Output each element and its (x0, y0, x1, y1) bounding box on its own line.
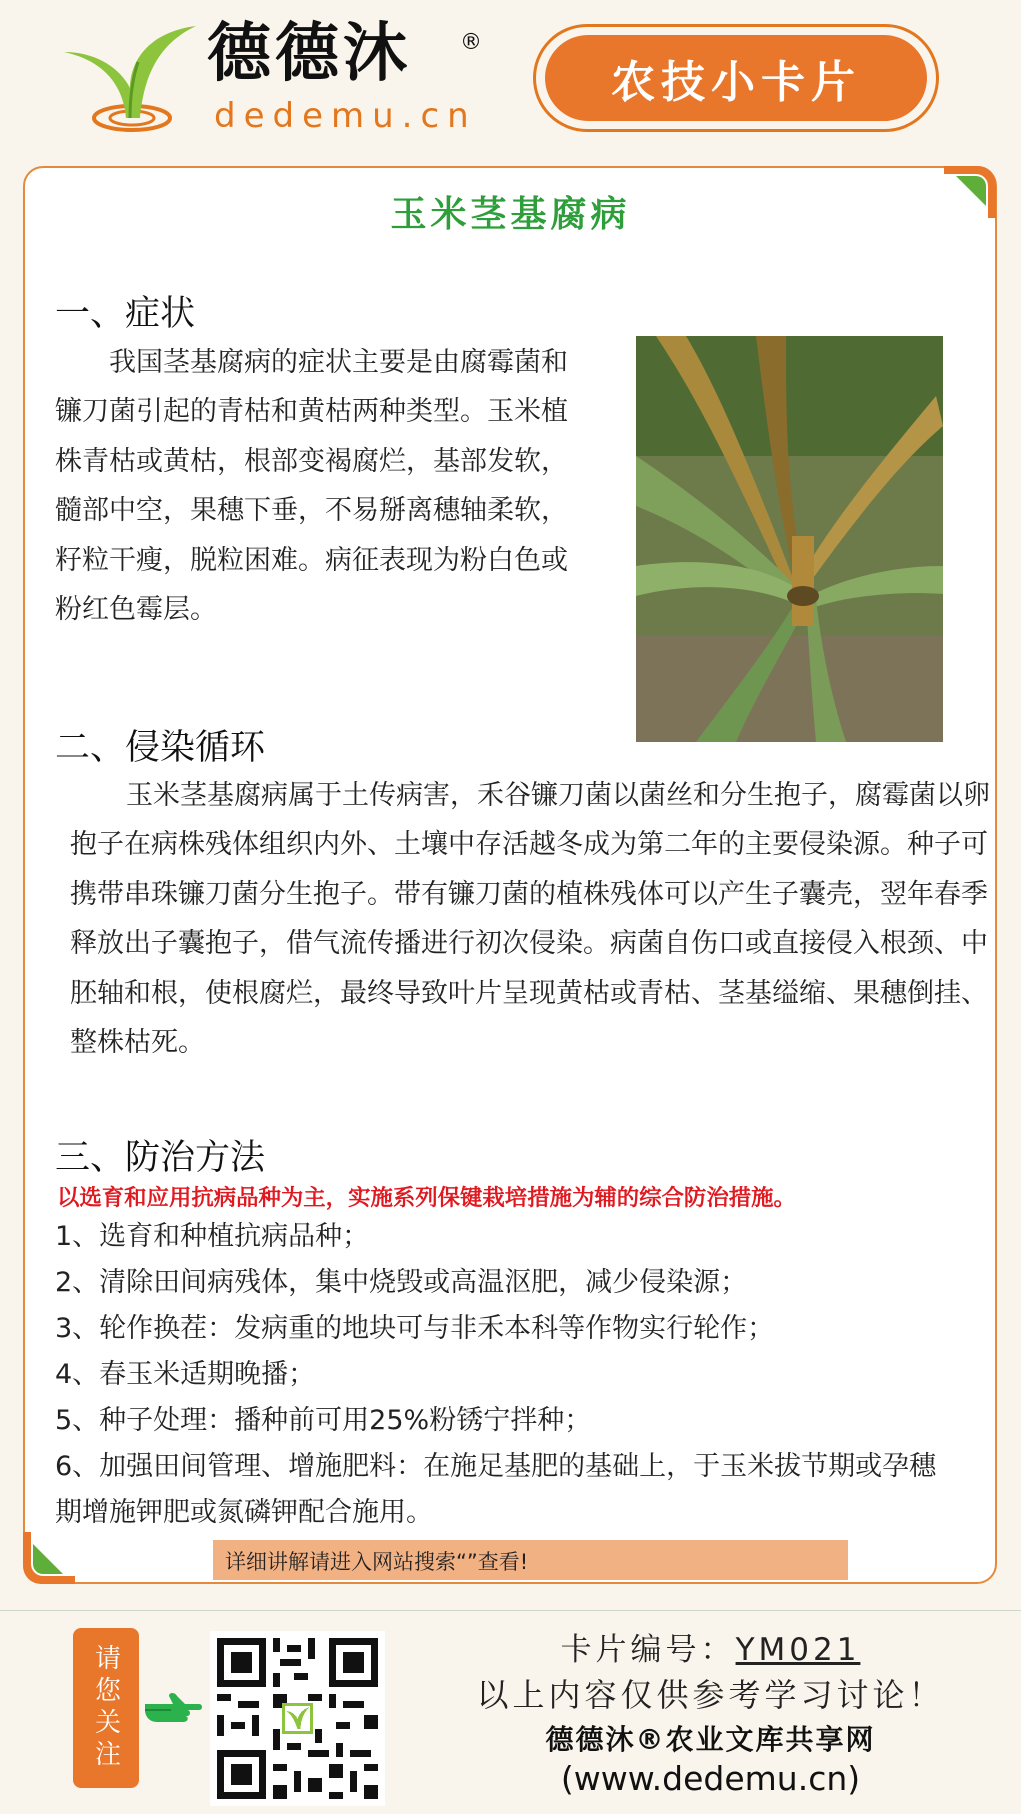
diseased-corn-plant-photo (636, 336, 943, 742)
card-number (400, 1624, 1021, 1669)
control-measures-list (55, 1214, 955, 1536)
website-search-note (213, 1540, 848, 1580)
section-body-symptoms (55, 338, 575, 634)
disclaimer: 以上内容仅供参考学习讨论！ (476, 1676, 945, 1714)
section-heading-infection-cycle: 二、侵染循环 (55, 728, 266, 768)
website-search-note-text: 详细讲解请进入网站搜索“”查看! (225, 1550, 529, 1574)
control-strategy-emphasis: 以选育和应用抗病品种为主，实施系列保键栽培措施为辅的综合防治措施。 (57, 1185, 796, 1211)
list-item: 2、清除田间病残体，集中烧毁或高温沤肥，减少侵染源； (55, 1267, 748, 1298)
page-title: 玉米茎基腐病 (390, 194, 631, 235)
qr-code[interactable] (210, 1631, 385, 1806)
footer-divider (0, 1610, 1021, 1611)
list-item: 3、轮作换茬：发病重的地块可与非禾本科等作物实行轮作； (55, 1313, 775, 1344)
site-name: 德德沐®农业文库共享网 (545, 1723, 876, 1756)
follow-us-badge (73, 1628, 139, 1788)
infection-cycle-text: 玉米茎基腐病属于土传病害，禾谷镰刀菌以菌丝和分生抱子，腐霉菌以卵抱子在病株残体组织内外、土壤中存活越冬成为第二年的主要侵染源。种子可携带串珠镰刀菌分生抱子。带有镰刀菌的植株残体可以产生子囊壳，翌年春季释放出子囊抱子，借气流传播进行初次侵染。病菌自伤口或直接侵入根颈、中胚轴和根，使根腐烂，最终导致叶片呈现黄枯或青枯、茎基缢缩、果穗倒挂、整株枯死。 (70, 780, 990, 1059)
registered-mark: ® (460, 30, 482, 55)
brand-logo-icon (60, 22, 200, 134)
card-number-value: YM021 (735, 1632, 861, 1668)
list-item: 1、选育和种植抗病品种； (55, 1221, 370, 1252)
list-item: 4、春玉米适期晚播； (55, 1359, 316, 1390)
section-heading-control-methods: 三、防治方法 (55, 1138, 266, 1178)
list-item: 5、种子处理：播种前可用25%粉锈宁拌种； (55, 1405, 592, 1436)
symptoms-text: 我国茎基腐病的症状主要是由腐霉菌和镰刀菌引起的青枯和黄枯两种类型。玉米植株青枯或黄枯，根部变褐腐烂，基部发软，髓部中空，果穗下垂，不易掰离穗轴柔软，籽粒干瘦，脱粒困难。病征表现为粉白色或粉红色霉层。 (55, 347, 568, 626)
card-type-badge (533, 24, 939, 132)
card-number-label: 卡片编号： (560, 1632, 736, 1668)
card-type-label: 农技小卡片 (611, 57, 861, 108)
list-item: 6、加强田间管理、增施肥料：在施足基肥的基础上，于玉米拔节期或孕穗期增施钾肥或氮磷钾配合施用。 (55, 1451, 937, 1528)
follow-us-label: 请您关注 (90, 1644, 121, 1772)
site-url-link[interactable]: (www.dedemu.cn) (560, 1759, 861, 1798)
brand-url: dedemu.cn (214, 96, 477, 136)
section-body-infection-cycle (70, 771, 1000, 1067)
pointing-hand-icon (143, 1690, 205, 1724)
section-heading-symptoms: 一、症状 (55, 294, 196, 334)
corner-decoration-icon (23, 1532, 75, 1584)
brand-name: 德德沐 (207, 17, 411, 91)
card-type-badge-fill (545, 35, 927, 121)
